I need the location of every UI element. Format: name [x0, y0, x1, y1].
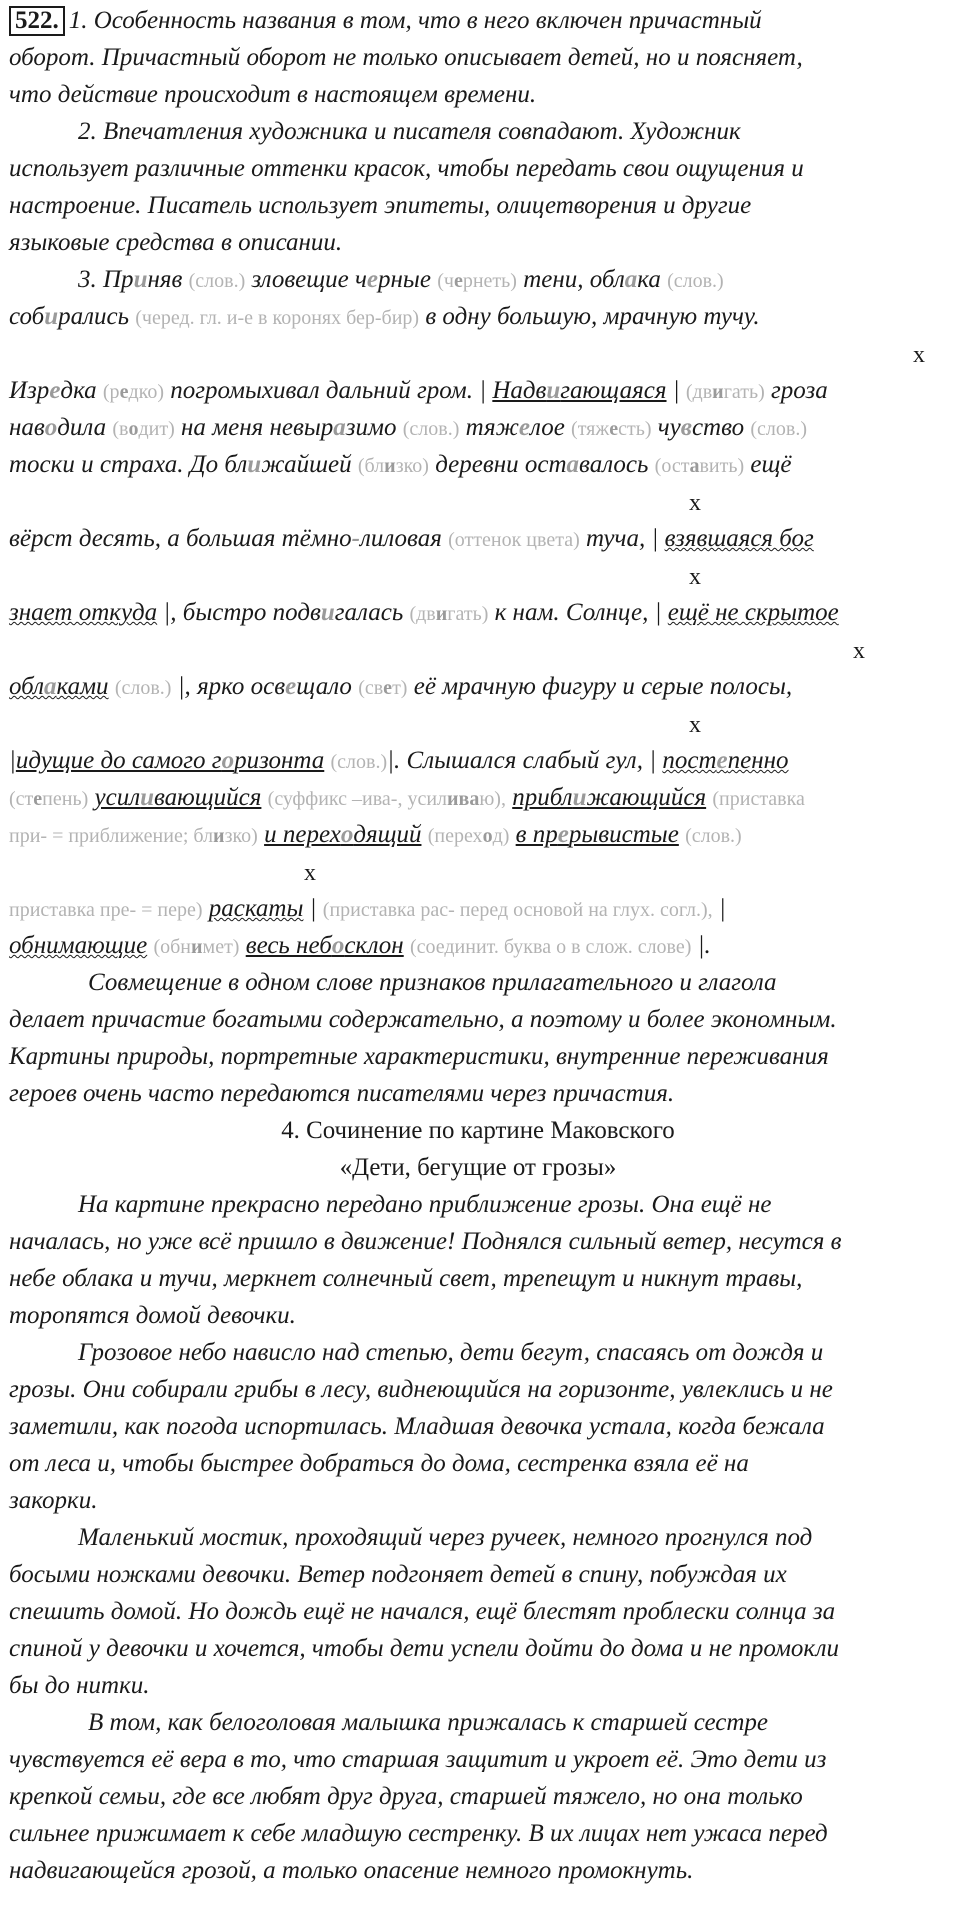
text-line: использует различные оттенки красок, чтобы передать свои ощущения и: [9, 155, 804, 182]
text-line: Картины природы, портретные характеристики, внутренние переживания: [9, 1043, 829, 1070]
text-line: чувствуется её вера в то, что старшая защитит и укроет её. Это дети из: [9, 1746, 827, 1773]
analysis-line: знает откуда |, быстро подвигалась (двигать) к нам. Солнце, | ещё не скрытое: [9, 599, 839, 626]
analysis-line: Изредка (редко) погромыхивал дальний гром. | Надвигающаяся | (двигать) гроза: [9, 377, 828, 404]
text-line: спешить домой. Но дождь ещё не начался, ещё блестят проблески солнца за: [9, 1598, 836, 1625]
x-mark: x: [689, 712, 701, 738]
x-mark: x: [689, 564, 701, 590]
text-line: закорки.: [9, 1487, 98, 1514]
text-line: грозы. Они собирали грибы в лесу, виднеющийся на горизонте, увлеклись и не: [9, 1376, 833, 1403]
text-line: Маленький мостик, проходящий через ручеек, немного прогнулся под: [78, 1524, 813, 1551]
text-line: что действие происходит в настоящем времени.: [9, 81, 537, 108]
essay-title: 4. Сочинение по картине Маковского: [281, 1117, 675, 1144]
analysis-line: при- = приближение; близко) и переходящий (переход) в прерывистые (слов.): [9, 821, 742, 848]
text-line: оборот. Причастный оборот не только описывает детей, но и поясняет,: [9, 44, 803, 71]
analysis-line: собирались (черед. гл. и-е в коронях бер-бир) в одну большую, мрачную тучу.: [9, 303, 760, 330]
text-line: торопятся домой девочки.: [9, 1302, 296, 1329]
exercise-number: 522.: [9, 6, 65, 36]
text-line: Совмещение в одном слове признаков прилагательного и глагола: [88, 969, 777, 996]
text-line: спиной у девочки и хочется, чтобы дети успели дойти до дома и не промокли: [9, 1635, 840, 1662]
analysis-line: 3. Приняв (слов.) зловещие черные (чернеть) тени, облака (слов.): [78, 266, 724, 293]
analysis-line: наводила (водит) на меня невыразимо (слов.) тяжелое (тяжесть) чувство (слов.): [9, 414, 808, 441]
text-line: от леса и, чтобы быстрее добраться до дома, сестренка взяла её на: [9, 1450, 749, 1477]
text-line: сильнее прижимает к себе младшую сестренку. В их лицах нет ужаса перед: [9, 1820, 828, 1847]
analysis-line: тоски и страха. До ближайшей (близко) деревни оставалось (оставить) ещё: [9, 451, 792, 478]
analysis-line: (степень) усиливающийся (суффикс –ива-, усиливаю), приближающийся (приставка: [9, 784, 805, 811]
text-line: языковые средства в описании.: [9, 229, 343, 256]
text-line: героев очень часто передаются писателями через причастия.: [9, 1080, 675, 1107]
essay-subtitle: «Дети, бегущие от грозы»: [339, 1154, 617, 1181]
text-line: 2. Впечатления художника и писателя совпадают. Художник: [78, 118, 741, 145]
text-line: крепкой семьи, где все любят друг друга, старшей тяжело, но она только: [9, 1783, 803, 1810]
text-line: заметили, как погода испортилась. Младшая девочка устала, когда бежала: [9, 1413, 825, 1440]
text-line: началась, но уже всё пришло в движение! Поднялся сильный ветер, несутся в: [9, 1228, 842, 1255]
text-line: надвигающейся грозой, а только опасение немного промокнуть.: [9, 1857, 694, 1884]
x-mark: x: [304, 860, 316, 886]
text-line: босыми ножками девочки. Ветер подгоняет детей в спину, побуждая их: [9, 1561, 787, 1588]
text-line: Грозовое небо нависло над степью, дети бегут, спасаясь от дождя и: [78, 1339, 824, 1366]
analysis-line: |идущие до самого горизонта (слов.)|. Слышался слабый гул, | постепенно: [9, 747, 789, 774]
text-line: бы до нитки.: [9, 1672, 150, 1699]
x-mark: x: [913, 342, 925, 368]
analysis-line: облаками (слов.) |, ярко освещало (свет) её мрачную фигуру и серые полосы,: [9, 673, 793, 700]
text-line: настроение. Писатель использует эпитеты, олицетворения и другие: [9, 192, 752, 219]
text-line: небе облака и тучи, меркнет солнечный свет, трепещут и никнут травы,: [9, 1265, 803, 1292]
text-line: На картине прекрасно передано приближение грозы. Она ещё не: [78, 1191, 772, 1218]
x-mark: x: [689, 490, 701, 516]
x-mark: x: [853, 638, 865, 664]
text-line: делает причастие богатыми содержательно, а поэтому и более экономным.: [9, 1006, 837, 1033]
text-line: В том, как белоголовая малышка прижалась к старшей сестре: [88, 1709, 768, 1736]
analysis-line: вёрст десять, а большая тёмно-лиловая (оттенок цвета) туча, | взявшаяся бог: [9, 525, 814, 552]
analysis-line: приставка пре- = пере) раскаты | (приставка рас- перед основой на глух. согл.), |: [9, 895, 726, 922]
text-line: 522. 1. Особенность названия в том, что в него включен причастный: [9, 6, 762, 36]
analysis-line: обнимающие (обнимет) весь небосклон (соединит. буква о в слож. слове) |.: [9, 932, 711, 959]
